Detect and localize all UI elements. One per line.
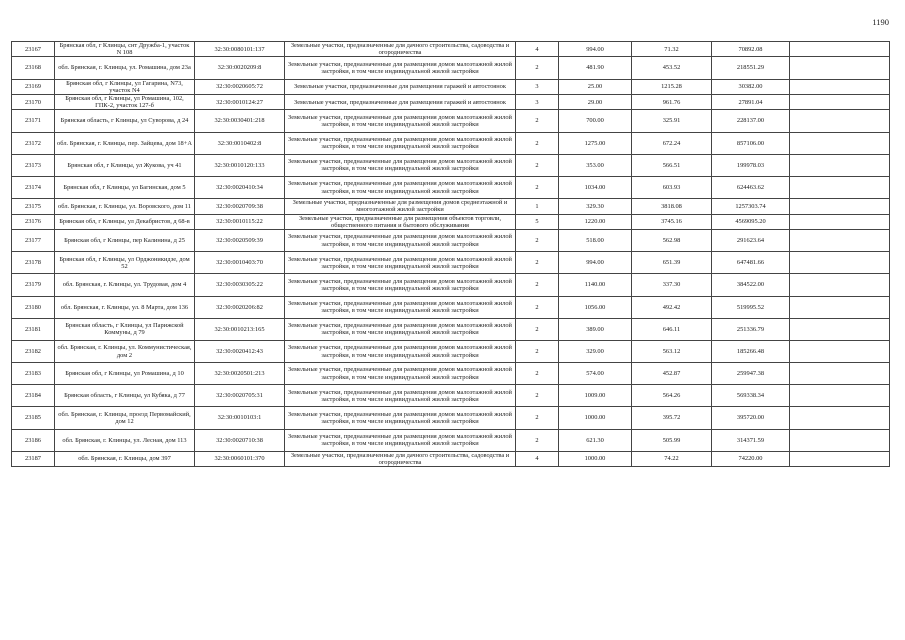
land-use-cell: Земельные участки, предназначенные для размещения домов малоэтажной жилой застройки, в том числе индивидуальной жилой застройки [285, 429, 516, 451]
table-row [12, 154, 890, 176]
address-cell: Брянская обл, г Клинцы, пер Калинина, д 25 [55, 229, 195, 251]
table-row [12, 57, 890, 79]
cadastral-number-cell: 32:30:0030401:218 [195, 110, 285, 132]
table-row [12, 451, 890, 466]
cadastral-number-cell: 32:30:0020410:34 [195, 176, 285, 198]
cadastral-value-cell: 199978.03 [712, 154, 790, 176]
area-cell: 1056.00 [559, 296, 632, 318]
cadastral-value-cell: 27891.04 [712, 95, 790, 110]
area-cell: 1000.00 [559, 451, 632, 466]
address-cell: Брянская обл, г Клинцы, ул Ромашина, 102, ГПК-2, участок 127-б [55, 95, 195, 110]
land-use-cell: Земельные участки, предназначенные для размещения домов малоэтажной жилой застройки, в том числе индивидуальной жилой застройки [285, 274, 516, 296]
table-row [12, 214, 890, 229]
blank-cell [790, 79, 890, 94]
blank-cell [790, 252, 890, 274]
cadastral-number-cell: 32:30:0010402:8 [195, 132, 285, 154]
specific-value-cell: 71.32 [632, 42, 712, 57]
row-number-cell: 23177 [12, 229, 55, 251]
area-cell: 1000.00 [559, 407, 632, 429]
row-number-cell: 23185 [12, 407, 55, 429]
cadastral-number-cell: 32:30:0020209:8 [195, 57, 285, 79]
specific-value-cell: 563.12 [632, 340, 712, 362]
address-cell: Брянская обл, г Клинцы, ул Гагарина, N73, участок N4 [55, 79, 195, 94]
specific-value-cell: 452.87 [632, 363, 712, 385]
cadastral-value-cell: 647481.66 [712, 252, 790, 274]
group-cell: 2 [516, 132, 559, 154]
table-row [12, 229, 890, 251]
specific-value-cell: 74.22 [632, 451, 712, 466]
address-cell: обл. Брянская, г. Клинцы, ул. Лесная, дом 113 [55, 429, 195, 451]
area-cell: 353.00 [559, 154, 632, 176]
area-cell: 25.00 [559, 79, 632, 94]
area-cell: 700.00 [559, 110, 632, 132]
cadastral-value-cell: 259947.38 [712, 363, 790, 385]
table-row [12, 132, 890, 154]
cadastral-number-cell: 32:30:0080101:137 [195, 42, 285, 57]
cadastral-number-cell: 32:30:0020412:43 [195, 340, 285, 362]
land-use-cell: Земельные участки, предназначенные для размещения домов малоэтажной жилой застройки, в том числе индивидуальной жилой застройки [285, 363, 516, 385]
cadastral-number-cell: 32:30:0020206:82 [195, 296, 285, 318]
blank-cell [790, 296, 890, 318]
group-cell: 4 [516, 451, 559, 466]
cadastral-value-table [11, 41, 890, 467]
cadastral-value-cell: 519995.52 [712, 296, 790, 318]
specific-value-cell: 395.72 [632, 407, 712, 429]
area-cell: 329.30 [559, 199, 632, 214]
area-cell: 481.90 [559, 57, 632, 79]
cadastral-value-cell: 314371.59 [712, 429, 790, 451]
cadastral-value-cell: 569338.34 [712, 385, 790, 407]
land-use-cell: Земельные участки, предназначенные для размещения домов малоэтажной жилой застройки, в том числе индивидуальной жилой застройки [285, 154, 516, 176]
group-cell: 2 [516, 363, 559, 385]
land-use-cell: Земельные участки, предназначенные для размещения домов малоэтажной жилой застройки, в том числе индивидуальной жилой застройки [285, 407, 516, 429]
cadastral-number-cell: 32:30:0010103:1 [195, 407, 285, 429]
specific-value-cell: 672.24 [632, 132, 712, 154]
group-cell: 2 [516, 252, 559, 274]
cadastral-number-cell: 32:30:0030305:22 [195, 274, 285, 296]
address-cell: Брянская обл, г Клинцы, снт Дружба-1, участок N 108 [55, 42, 195, 57]
group-cell: 1 [516, 199, 559, 214]
specific-value-cell: 3745.16 [632, 214, 712, 229]
blank-cell [790, 274, 890, 296]
group-cell: 4 [516, 42, 559, 57]
address-cell: Брянская область, г Клинцы, ул Суворова, д 24 [55, 110, 195, 132]
group-cell: 2 [516, 274, 559, 296]
specific-value-cell: 646.11 [632, 318, 712, 340]
blank-cell [790, 110, 890, 132]
group-cell: 2 [516, 229, 559, 251]
table-row [12, 95, 890, 110]
table-body [12, 42, 890, 467]
row-number-cell: 23168 [12, 57, 55, 79]
blank-cell [790, 385, 890, 407]
cadastral-value-cell: 30382.00 [712, 79, 790, 94]
address-cell: Брянская область, г Клинцы, ул Кубяка, д 77 [55, 385, 195, 407]
row-number-cell: 23167 [12, 42, 55, 57]
land-use-cell: Земельные участки, предназначенные для размещения домов малоэтажной жилой застройки, в том числе индивидуальной жилой застройки [285, 110, 516, 132]
table-row [12, 199, 890, 214]
address-cell: Брянская область, г Клинцы, ул Парижской Коммуны, д 79 [55, 318, 195, 340]
group-cell: 2 [516, 407, 559, 429]
cadastral-number-cell: 32:30:0010124:27 [195, 95, 285, 110]
table-row [12, 110, 890, 132]
table-row [12, 42, 890, 57]
row-number-cell: 23178 [12, 252, 55, 274]
area-cell: 389.00 [559, 318, 632, 340]
address-cell: обл. Брянская, г. Клинцы, ул. Коммунистическая, дом 2 [55, 340, 195, 362]
cadastral-number-cell: 32:30:0060101:370 [195, 451, 285, 466]
cadastral-number-cell: 32:30:0020705:31 [195, 385, 285, 407]
area-cell: 1140.00 [559, 274, 632, 296]
specific-value-cell: 651.39 [632, 252, 712, 274]
blank-cell [790, 340, 890, 362]
row-number-cell: 23174 [12, 176, 55, 198]
specific-value-cell: 564.26 [632, 385, 712, 407]
group-cell: 2 [516, 318, 559, 340]
cadastral-value-cell: 4569095.20 [712, 214, 790, 229]
area-cell: 994.00 [559, 42, 632, 57]
land-use-cell: Земельные участки, предназначенные для размещения домов малоэтажной жилой застройки, в том числе индивидуальной жилой застройки [285, 318, 516, 340]
row-number-cell: 23180 [12, 296, 55, 318]
address-cell: обл. Брянская, г. Клинцы, дом 397 [55, 451, 195, 466]
blank-cell [790, 429, 890, 451]
address-cell: Брянская обл, г Клинцы, ул Ромашина, д 10 [55, 363, 195, 385]
specific-value-cell: 492.42 [632, 296, 712, 318]
area-cell: 1275.00 [559, 132, 632, 154]
table-row [12, 79, 890, 94]
cadastral-number-cell: 32:30:0010403:70 [195, 252, 285, 274]
area-cell: 574.00 [559, 363, 632, 385]
specific-value-cell: 337.30 [632, 274, 712, 296]
group-cell: 2 [516, 296, 559, 318]
land-use-cell: Земельные участки, предназначенные для размещения домов малоэтажной жилой застройки, в том числе индивидуальной жилой застройки [285, 229, 516, 251]
row-number-cell: 23181 [12, 318, 55, 340]
row-number-cell: 23169 [12, 79, 55, 94]
blank-cell [790, 176, 890, 198]
row-number-cell: 23184 [12, 385, 55, 407]
row-number-cell: 23183 [12, 363, 55, 385]
address-cell: Брянская обл, г Клинцы, ул Орджоникидзе, дом 52 [55, 252, 195, 274]
address-cell: Брянская обл, г Клинцы, ул Жукова, уч 41 [55, 154, 195, 176]
address-cell: Брянская обл, г Клинцы, ул Багинская, дом 5 [55, 176, 195, 198]
group-cell: 2 [516, 176, 559, 198]
row-number-cell: 23186 [12, 429, 55, 451]
specific-value-cell: 961.76 [632, 95, 712, 110]
land-use-cell: Земельные участки, предназначенные для дачного строительства, садоводства и огородничества [285, 42, 516, 57]
row-number-cell: 23173 [12, 154, 55, 176]
address-cell: обл. Брянская, г. Клинцы, ул. Ромашина, дом 23а [55, 57, 195, 79]
row-number-cell: 23172 [12, 132, 55, 154]
land-use-cell: Земельные участки, предназначенные для размещения гаражей и автостоянок [285, 79, 516, 94]
row-number-cell: 23182 [12, 340, 55, 362]
cadastral-value-cell: 1257303.74 [712, 199, 790, 214]
table-row [12, 429, 890, 451]
blank-cell [790, 95, 890, 110]
table-row [12, 296, 890, 318]
land-use-cell: Земельные участки, предназначенные для размещения домов малоэтажной жилой застройки, в том числе индивидуальной жилой застройки [285, 296, 516, 318]
blank-cell [790, 199, 890, 214]
table-row [12, 252, 890, 274]
cadastral-number-cell: 32:30:0020501:213 [195, 363, 285, 385]
row-number-cell: 23171 [12, 110, 55, 132]
address-cell: Брянская обл, г Клинцы, ул Декабристов, д 68-в [55, 214, 195, 229]
blank-cell [790, 407, 890, 429]
blank-cell [790, 318, 890, 340]
area-cell: 994.00 [559, 252, 632, 274]
cadastral-value-cell: 624463.62 [712, 176, 790, 198]
cadastral-number-cell: 32:30:0020710:38 [195, 429, 285, 451]
row-number-cell: 23179 [12, 274, 55, 296]
area-cell: 518.00 [559, 229, 632, 251]
land-use-cell: Земельные участки, предназначенные для размещения домов малоэтажной жилой застройки, в том числе индивидуальной жилой застройки [285, 57, 516, 79]
address-cell: обл. Брянская, г. Клинцы, ул. Воровского, дом 11 [55, 199, 195, 214]
cadastral-number-cell: 32:30:0010213:165 [195, 318, 285, 340]
cadastral-number-cell: 32:30:0010115:22 [195, 214, 285, 229]
area-cell: 329.00 [559, 340, 632, 362]
group-cell: 2 [516, 340, 559, 362]
specific-value-cell: 325.91 [632, 110, 712, 132]
land-use-cell: Земельные участки, предназначенные для размещения домов малоэтажной жилой застройки, в том числе индивидуальной жилой застройки [285, 385, 516, 407]
cadastral-value-cell: 228137.00 [712, 110, 790, 132]
address-cell: обл. Брянская, г. Клинцы, проезд Первомайский, дом 12 [55, 407, 195, 429]
cadastral-value-cell: 74220.00 [712, 451, 790, 466]
table-row [12, 340, 890, 362]
cadastral-number-cell: 32:30:0020509:39 [195, 229, 285, 251]
group-cell: 3 [516, 79, 559, 94]
specific-value-cell: 603.93 [632, 176, 712, 198]
group-cell: 3 [516, 95, 559, 110]
blank-cell [790, 363, 890, 385]
address-cell: обл. Брянская, г. Клинцы, ул. 8 Марта, дом 136 [55, 296, 195, 318]
blank-cell [790, 42, 890, 57]
registry-sheet [11, 41, 889, 467]
group-cell: 2 [516, 110, 559, 132]
specific-value-cell: 566.51 [632, 154, 712, 176]
blank-cell [790, 451, 890, 466]
address-cell: обл. Брянская, г. Клинцы, ул. Трудовая, дом 4 [55, 274, 195, 296]
area-cell: 1034.00 [559, 176, 632, 198]
group-cell: 2 [516, 154, 559, 176]
cadastral-value-cell: 291623.64 [712, 229, 790, 251]
row-number-cell: 23175 [12, 199, 55, 214]
land-use-cell: Земельные участки, предназначенные для размещения объектов торговли, общественного питания и бытового обслуживания [285, 214, 516, 229]
land-use-cell: Земельные участки, предназначенные для размещения домов среднеэтажной и многоэтажной жилой застройки [285, 199, 516, 214]
area-cell: 1009.00 [559, 385, 632, 407]
blank-cell [790, 132, 890, 154]
group-cell: 2 [516, 385, 559, 407]
row-number-cell: 23187 [12, 451, 55, 466]
cadastral-number-cell: 32:30:0010120:133 [195, 154, 285, 176]
blank-cell [790, 229, 890, 251]
table-row [12, 274, 890, 296]
table-row [12, 363, 890, 385]
blank-cell [790, 57, 890, 79]
table-row [12, 176, 890, 198]
cadastral-value-cell: 395720.00 [712, 407, 790, 429]
table-row [12, 385, 890, 407]
address-cell: обл. Брянская, г. Клинцы, пер. Зайцева, дом 18+А [55, 132, 195, 154]
land-use-cell: Земельные участки, предназначенные для размещения домов малоэтажной жилой застройки, в том числе индивидуальной жилой застройки [285, 252, 516, 274]
cadastral-value-cell: 857106.00 [712, 132, 790, 154]
blank-cell [790, 154, 890, 176]
page-number: 1190 [872, 17, 889, 27]
row-number-cell: 23176 [12, 214, 55, 229]
land-use-cell: Земельные участки, предназначенные для размещения домов малоэтажной жилой застройки, в том числе индивидуальной жилой застройки [285, 132, 516, 154]
group-cell: 2 [516, 429, 559, 451]
land-use-cell: Земельные участки, предназначенные для размещения домов малоэтажной жилой застройки, в том числе индивидуальной жилой застройки [285, 340, 516, 362]
area-cell: 621.30 [559, 429, 632, 451]
specific-value-cell: 453.52 [632, 57, 712, 79]
cadastral-value-cell: 70892.08 [712, 42, 790, 57]
area-cell: 29.00 [559, 95, 632, 110]
table-row [12, 407, 890, 429]
cadastral-number-cell: 32:30:0020709:38 [195, 199, 285, 214]
group-cell: 5 [516, 214, 559, 229]
specific-value-cell: 562.98 [632, 229, 712, 251]
specific-value-cell: 505.99 [632, 429, 712, 451]
row-number-cell: 23170 [12, 95, 55, 110]
cadastral-value-cell: 384522.00 [712, 274, 790, 296]
land-use-cell: Земельные участки, предназначенные для дачного строительства, садоводства и огородничества [285, 451, 516, 466]
cadastral-value-cell: 251336.79 [712, 318, 790, 340]
table-row [12, 318, 890, 340]
cadastral-number-cell: 32:30:0020605:72 [195, 79, 285, 94]
cadastral-value-cell: 218551.29 [712, 57, 790, 79]
cadastral-value-cell: 185266.48 [712, 340, 790, 362]
specific-value-cell: 1215.28 [632, 79, 712, 94]
land-use-cell: Земельные участки, предназначенные для размещения гаражей и автостоянок [285, 95, 516, 110]
area-cell: 1220.00 [559, 214, 632, 229]
group-cell: 2 [516, 57, 559, 79]
specific-value-cell: 3818.08 [632, 199, 712, 214]
land-use-cell: Земельные участки, предназначенные для размещения домов малоэтажной жилой застройки, в том числе индивидуальной жилой застройки [285, 176, 516, 198]
blank-cell [790, 214, 890, 229]
